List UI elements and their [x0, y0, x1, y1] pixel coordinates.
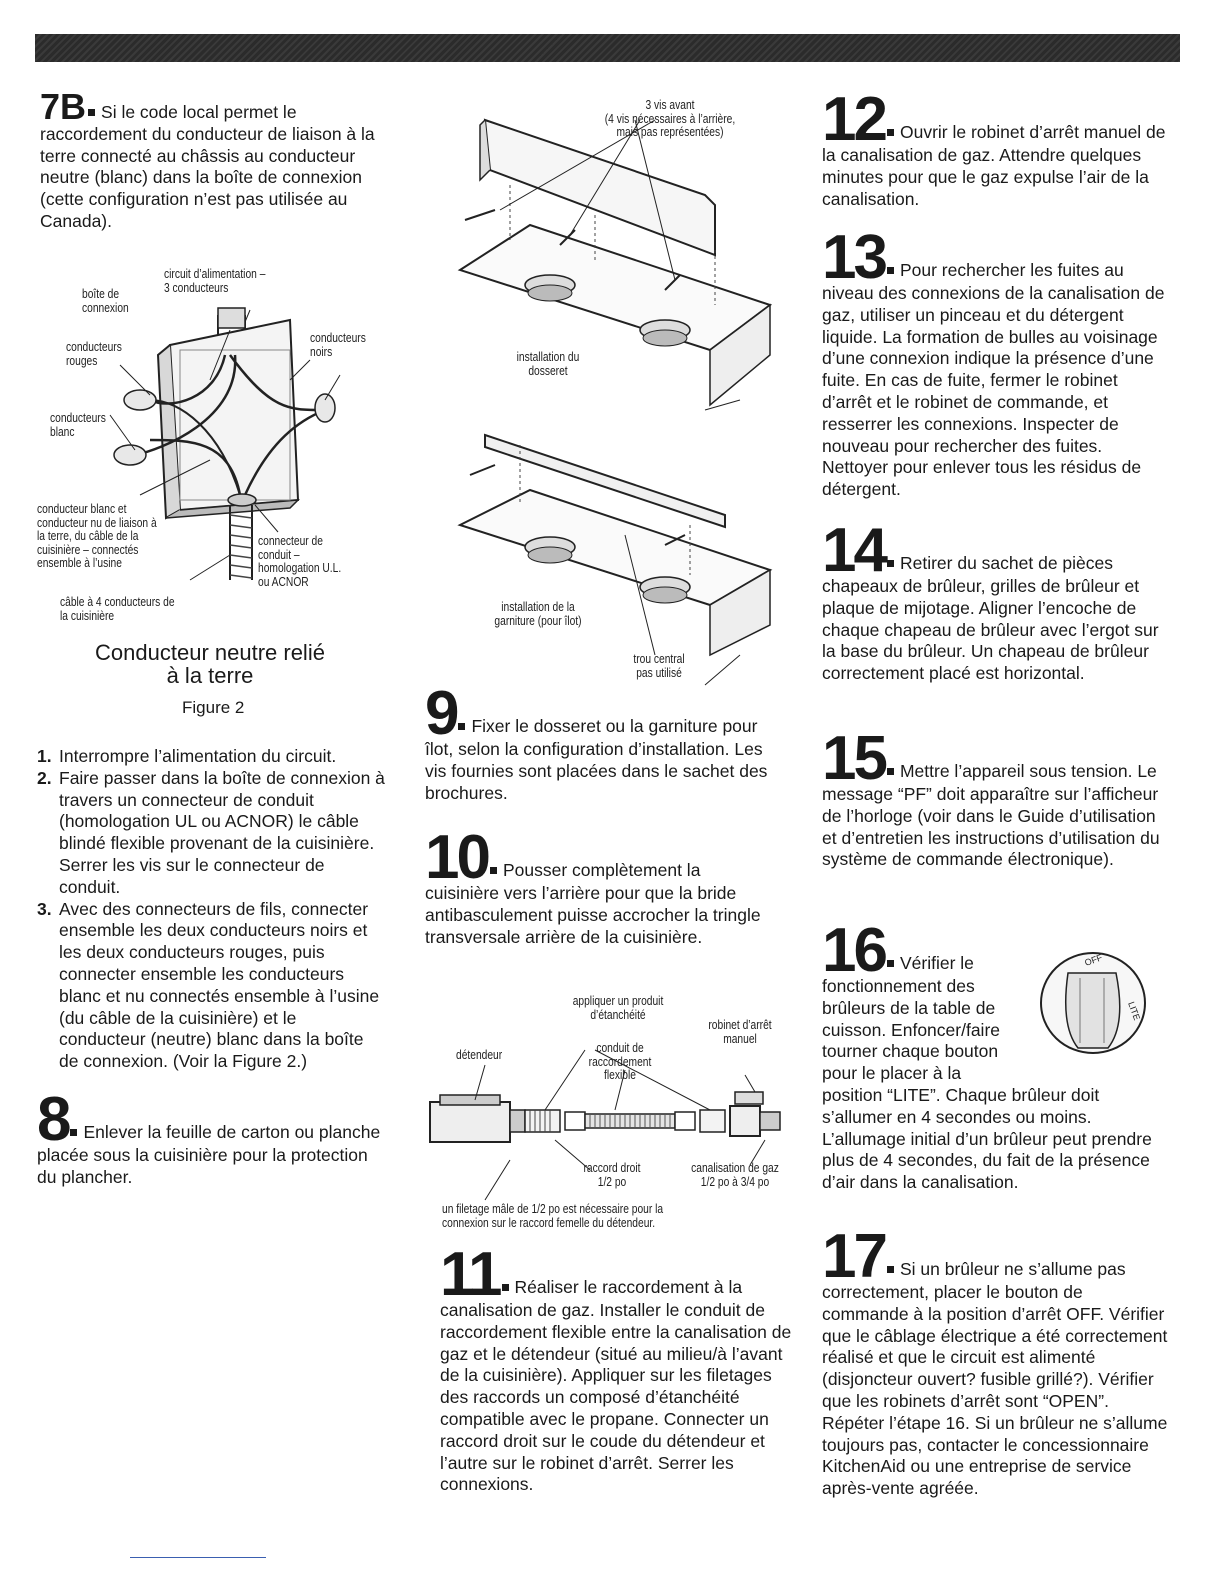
label-conduit: conduit de raccordement flexible [588, 1041, 652, 1082]
label-canalisation: canalisation de gaz 1/2 po à 3/4 po [691, 1161, 779, 1189]
step-15 [822, 724, 1172, 871]
list-item [37, 768, 387, 899]
list-text: Avec des connecteurs de fils, connecter ensemble les deux conducteurs noirs et les deux conducteurs rouges, puis connecter ensemble les conducteurs blanc et nu connectés ensemble à l’usine (du câble de la cuisinière) et le conducteur (neutre) blanc dans la boîte de connexion. (Voir la Figure 2.) [59, 898, 380, 1072]
label-trou: trou central pas utilisé [633, 652, 685, 680]
step-text: position “LITE”. Chaque brûleur doit s’allumer en 4 secondes ou moins. L’allumage initial d’un brûleur peut prendre plus de 4 secondes, du fait de la présence d’air dans la canalisation. [822, 1085, 1152, 1193]
list-number: 2. [37, 767, 52, 788]
figure-caption: Figure 2 [182, 698, 245, 717]
label-connecteur: connecteur de conduit – homologation U.L. ou ACNOR [258, 534, 342, 589]
list-text: Interrompre l’alimentation du circuit. [59, 746, 337, 766]
step-number: 12 [822, 85, 885, 154]
step-14 [822, 516, 1172, 685]
label-rouges: conducteurs rouges [66, 340, 122, 368]
step-13 [822, 223, 1172, 501]
step-text: Pousser complètement la cuisinière vers l’arrière pour que la bride antibasculement puisse accrocher la tringle transversale arrière de la cuisinière. [425, 860, 761, 947]
figure-title: Conducteur neutre relié à la terre [95, 640, 325, 688]
label-garniture: installation de la garniture (pour îlot) [494, 600, 582, 628]
step-text: Enlever la feuille de carton ou planche placée sous la cuisinière pour la protection du plancher. [37, 1122, 381, 1187]
label-boite: boîte de connexion [82, 287, 129, 315]
knob-off-label: OFF [1083, 952, 1104, 968]
step-text: Fixer le dosseret ou la garniture pour îlot, selon la configuration d’installation. Les vis fournies sont placées dans le sachet des brochures. [425, 716, 768, 803]
burner-knob-icon [1028, 948, 1158, 1058]
label-produit: appliquer un produit d’étanchéité [572, 994, 664, 1022]
step-text: Vérifier le fonctionnement des brûleurs de la table de cuisson. Enfoncer/faire tourner chaque bouton pour le placer à la [822, 953, 1001, 1084]
label-blanc-nu: conducteur blanc et conducteur nu de liaison à la terre, du câble de la cuisinière – connectés ensemble à l’usine [37, 502, 157, 570]
label-note: un filetage mâle de 1/2 po est nécessaire pour la connexion sur le raccord femelle du détendeur. [442, 1202, 664, 1230]
header-bar [35, 34, 1180, 62]
label-noirs: conducteurs noirs [310, 331, 366, 359]
step-12 [822, 85, 1172, 210]
step-7b [40, 86, 385, 233]
step-text: Si un brûleur ne s’allume pas correctement, placer le bouton de commande à la position d’arrêt OFF. Vérifier que le câblage électrique a été correctement réalisé et que le circuit est alimenté (disjoncteur ouvert? fusible grillé?). Vérifier que les robinets d’arrêt sont “OPEN”. Répéter l’étape 16. Si un brûleur ne s’allume toujours pas, contacter le concessionnaire KitchenAid ou une entreprise de service après-vente agréée. [822, 1259, 1168, 1499]
step-text: Retirer du sachet de pièces chapeaux de brûleur, grilles de brûleur et plaque de mijotage. Aligner l’encoche de chaque chapeau de brûleur avec l’ergot sur la base du brûleur. Un chapeau de brûleur correctement placé est horizontal. [822, 553, 1159, 684]
list-text: Faire passer dans la boîte de connexion à travers un connecteur de conduit (homologation UL ou ACNOR) le câble blindé flexible provenant de la cuisinière. Serrer les vis sur le connecteur de conduit. [59, 767, 385, 897]
step-number: 7B [40, 86, 87, 127]
step-17 [822, 1222, 1172, 1500]
list-item [37, 899, 387, 1073]
step-number: 14 [822, 516, 885, 585]
list-number: 1. [37, 746, 52, 766]
step-text: Ouvrir le robinet d’arrêt manuel de la canalisation de gaz. Attendre quelques minutes pour que le gaz expulse l’air de la canalisation. [822, 122, 1166, 209]
label-vis: 3 vis avant (4 vis nécessaires à l’arrière, mais pas représentées) [604, 98, 736, 139]
label-raccord: raccord droit 1/2 po [583, 1161, 641, 1189]
step-number: 11 [440, 1240, 500, 1309]
label-circuit: circuit d’alimentation – 3 conducteurs [164, 267, 266, 295]
step-16-cont [822, 1085, 1172, 1194]
step-number: 17 [822, 1222, 885, 1291]
step-text: Réaliser le raccordement à la canalisation de gaz. Installer le conduit de raccordement flexible entre la canalisation de gaz et le détendeur (situé au milieu/à l’avant de la cuisinière). Appliquer sur les filetages des raccords un composé d’étanchéité compatible avec le propane. Connecter un raccord droit sur le coude du détendeur et l’autre sur le robinet d’arrêt. Serrer les connexions. [440, 1277, 792, 1495]
step-number: 15 [822, 724, 885, 793]
step-number: 10 [425, 823, 488, 892]
label-robinet: robinet d’arrêt manuel [708, 1018, 772, 1046]
footer-rule [130, 1557, 266, 1558]
instructions-list [37, 746, 387, 1073]
step-11 [440, 1240, 800, 1496]
step-number: 8 [37, 1085, 69, 1154]
step-number: 13 [822, 223, 885, 292]
step-number: 9 [425, 679, 457, 748]
list-item [37, 746, 387, 768]
step-text: Mettre l’appareil sous tension. Le message “PF” doit apparaître sur l’afficheur de l’horloge (voir dans le Guide d’utilisation et d’entretien les instructions d’utilisation du système de commande électronique). [822, 761, 1160, 870]
list-number: 3. [37, 898, 52, 919]
step-9 [425, 679, 770, 804]
label-cable4: câble à 4 conducteurs de la cuisinière [60, 595, 175, 623]
knob-lite-label: LITE [1126, 1000, 1143, 1022]
backguard-diagram [440, 95, 790, 685]
label-blanc: conducteurs blanc [50, 411, 106, 439]
step-text: Si le code local permet le raccordement du conducteur de liaison à la terre connecté au châssis au conducteur neutre (blanc) dans la boîte de connexion (cette configuration n’est pas utilisée au Canada). [40, 102, 375, 231]
label-detendeur: détendeur [456, 1048, 503, 1062]
step-16 [822, 916, 1037, 1085]
step-number: 16 [822, 916, 885, 985]
step-10 [425, 823, 770, 948]
junction-box-diagram [40, 260, 400, 630]
step-text: Pour rechercher les fuites au niveau des connexions de la canalisation de gaz, utiliser un pinceau et du détergent liquide. La formation de bulles au voisinage d’une connexion indique la présence d’une fuite. En cas de fuite, fermer le robinet d’arrêt et le robinet de commande, et resserrer les connexions. Inspecter de nouveau pour rechercher des fuites. Nettoyer pour enlever tous les résidus de détergent. [822, 260, 1165, 500]
label-dosseret: installation du dosseret [516, 350, 580, 378]
step-8 [37, 1085, 387, 1189]
